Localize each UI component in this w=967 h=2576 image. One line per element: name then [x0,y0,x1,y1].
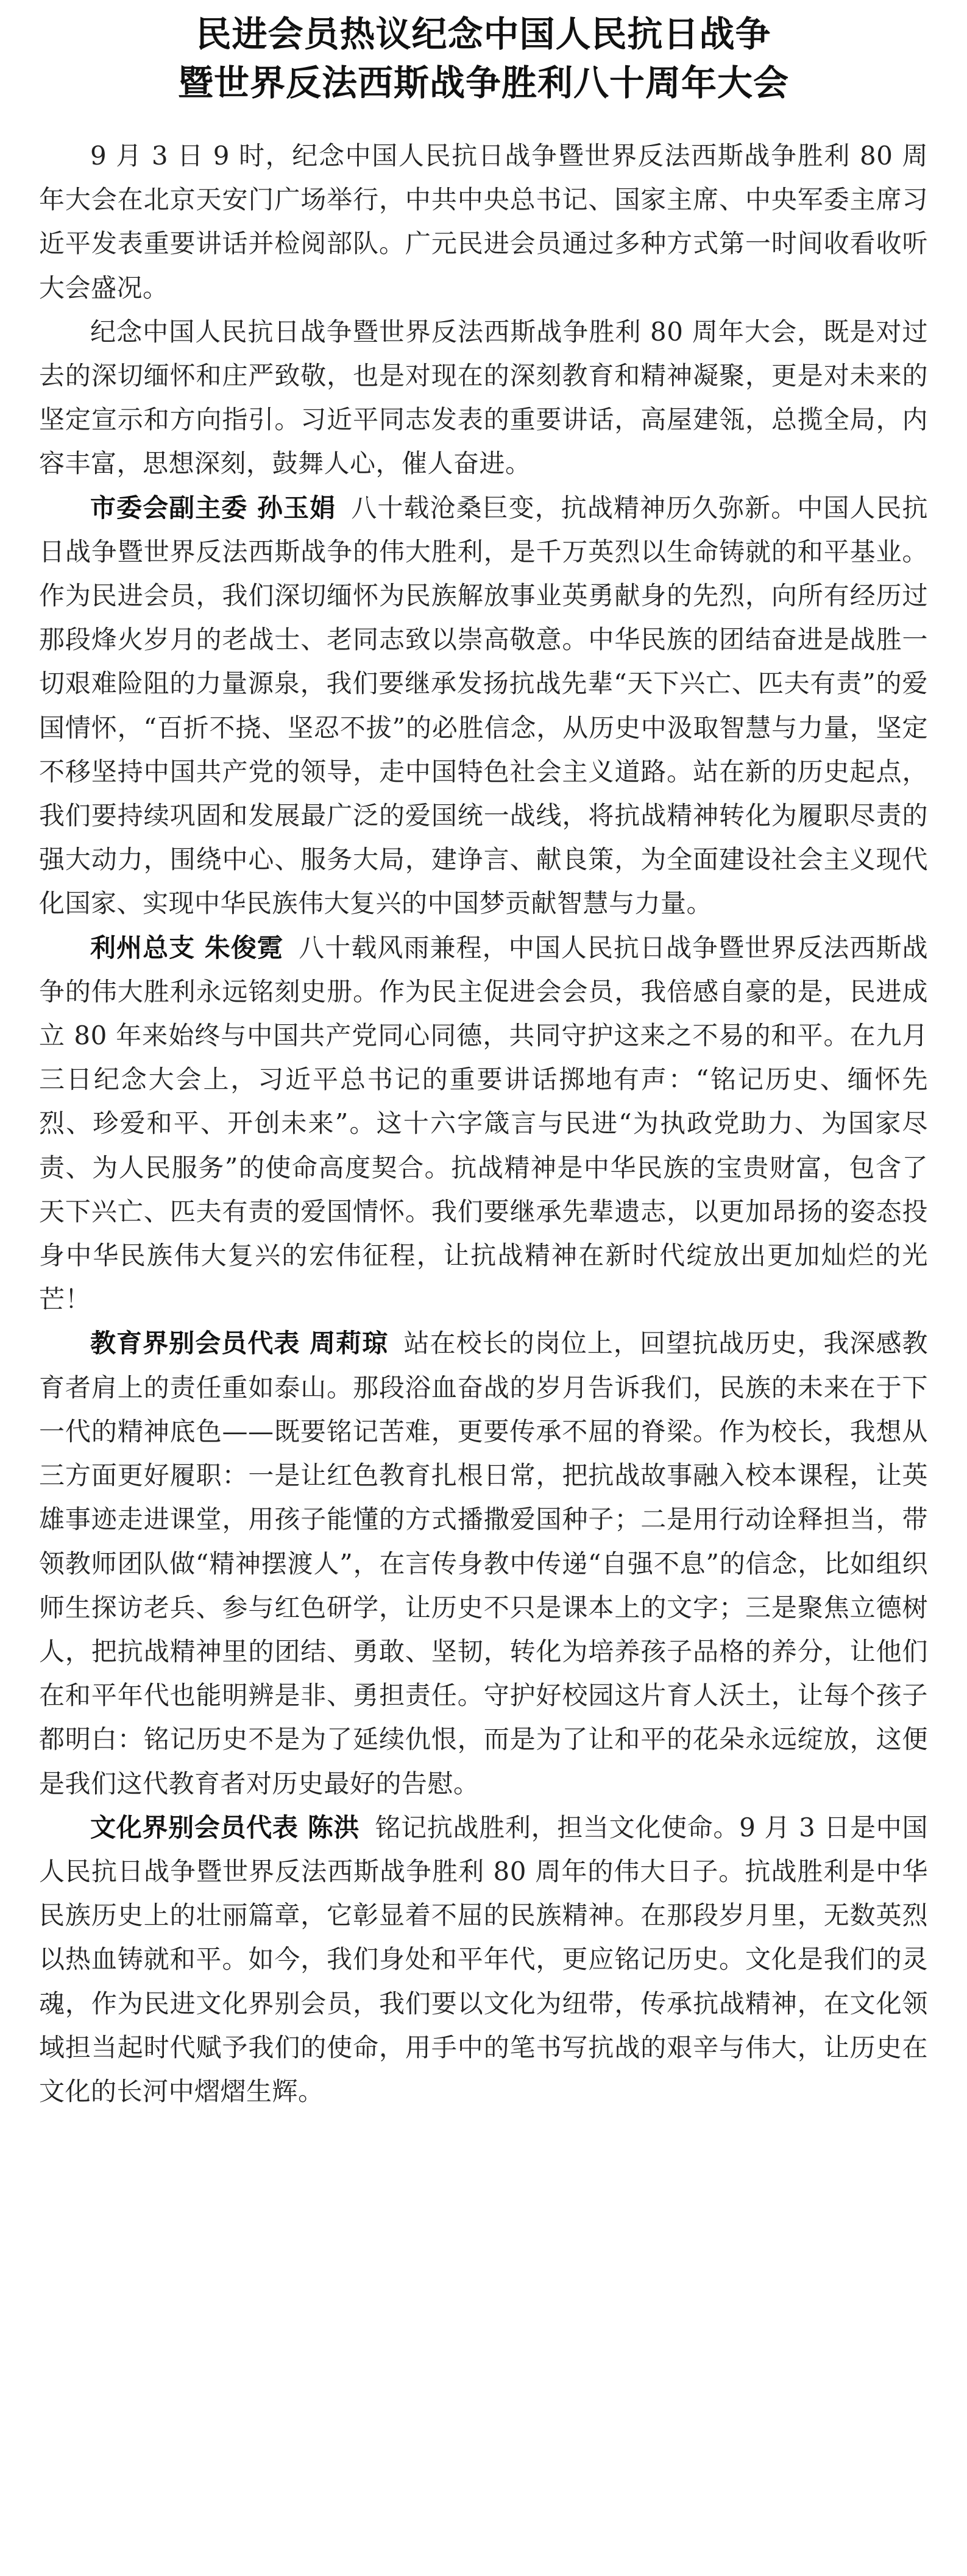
speech-paragraph-zhu-junni [39,926,928,1322]
speech-text-zhou-liqiong: 站在校长的岗位上，回望抗战历史，我深感教育者肩上的责任重如泰山。那段浴血奋战的岁月告诉我们，民族的未来在于下一代的精神底色——既要铭记苦难，更要传承不屈的脊梁。作为校长，我想从三方面更好履职：一是让红色教育扎根日常，把抗战故事融入校本课程，让英雄事迹走进课堂，用孩子能懂的方式播撒爱国种子；二是用行动诠释担当，带领教师团队做“精神摆渡人”，在言传身教中传递“自强不息”的信念，比如组织师生探访老兵、参与红色研学，让历史不只是课本上的文字；三是聚焦立德树人，把抗战精神里的团结、勇敢、坚韧，转化为培养孩子品格的养分，让他们在和平年代也能明辨是非、勇担责任。守护好校园这片育人沃土，让每个孩子都明白：铭记历史不是为了延续仇恨，而是为了让和平的花朵永远绽放，这便是我们这代教育者对历史最好的告慰。 [39,1328,928,1799]
speaker-name-sun-yujuan: 市委会副主委 孙玉娟 [90,492,336,523]
speech-text-chen-hong: 铭记抗战胜利，担当文化使命。9 月 3 日是中国人民抗日战争暨世界反法西斯战争胜利 80 周年的伟大日子。抗战胜利是中华民族历史上的壮丽篇章，它彰显着不屈的民族精神。在那段岁月里，无数英烈以热血铸就和平。如今，我们身处和平年代，更应铭记历史。文化是我们的灵魂，作为民进文化界别会员，我们要以文化为纽带，传承抗战精神，在文化领域担当起时代赋予我们的使命，用手中的笔书写抗战的艰辛与伟大，让历史在文化的长河中熠熠生辉。 [39,1812,928,2106]
intro-paragraph-1: 9 月 3 日 9 时，纪念中国人民抗日战争暨世界反法西斯战争胜利 80 周年大会在北京天安门广场举行，中共中央总书记、国家主席、中央军委主席习近平发表重要讲话并检阅部队。广元民进会员通过多种方式第一时间收看收听大会盛况。 [39,141,928,303]
speech-paragraph-zhou-liqiong [39,1322,928,1805]
speaker-name-zhu-junni: 利州总支 朱俊霓 [90,932,284,963]
intro-paragraph-2: 纪念中国人民抗日战争暨世界反法西斯战争胜利 80 周年大会，既是对过去的深切缅怀和庄严致敬，也是对现在的深刻教育和精神凝聚，更是对未来的坚定宣示和方向指引。习近平同志发表的重要讲话，高屋建瓴，总揽全局，内容丰富，思想深刻，鼓舞人心，催人奋进。 [39,316,928,479]
speech-paragraph-chen-hong [39,1806,928,2114]
article-title-line-1: 民进会员热议纪念中国人民抗日战争 [196,13,771,55]
speech-paragraph-sun-yujuan [39,486,928,926]
speaker-name-chen-hong: 文化界别会员代表 陈洪 [90,1812,360,1842]
speech-text-zhu-junni: 八十载风雨兼程，中国人民抗日战争暨世界反法西斯战争的伟大胜利永远铭刻史册。作为民主促进会会员，我倍感自豪的是，民进成立 80 年来始终与中国共产党同心同德，共同守护这来之不易的和平。在九月三日纪念大会上，习近平总书记的重要讲话掷地有声：“铭记历史、缅怀先烈、珍爱和平、开创未来”。这十六字箴言与民进“为执政党助力、为国家尽责、为人民服务”的使命高度契合。抗战精神是中华民族的宝贵财富，包含了天下兴亡、匹夫有责的爱国情怀。我们要继承先辈遗志，以更加昂扬的姿态投身中华民族伟大复兴的宏伟征程，让抗战精神在新时代绽放出更加灿烂的光芒！ [39,932,928,1315]
article-title-line-2: 暨世界反法西斯战争胜利八十周年大会 [177,62,789,104]
article-title [39,10,928,107]
speech-text-sun-yujuan: 八十载沧桑巨变，抗战精神历久弥新。中国人民抗日战争暨世界反法西斯战争的伟大胜利，是千万英烈以生命铸就的和平基业。作为民进会员，我们深切缅怀为民族解放事业英勇献身的先烈，向所有经历过那段烽火岁月的老战士、老同志致以崇高敬意。中华民族的团结奋进是战胜一切艰难险阻的力量源泉，我们要继承发扬抗战先辈“天下兴亡、匹夫有责”的爱国情怀，“百折不挠、坚忍不拔”的必胜信念，从历史中汲取智慧与力量，坚定不移坚持中国共产党的领导，走中国特色社会主义道路。站在新的历史起点，我们要持续巩固和发展最广泛的爱国统一战线，将抗战精神转化为履职尽责的强大动力，围绕中心、服务大局，建诤言、献良策，为全面建设社会主义现代化国家、实现中华民族伟大复兴的中国梦贡献智慧与力量。 [39,492,928,919]
speaker-name-zhou-liqiong: 教育界别会员代表 周莉琼 [90,1328,389,1359]
